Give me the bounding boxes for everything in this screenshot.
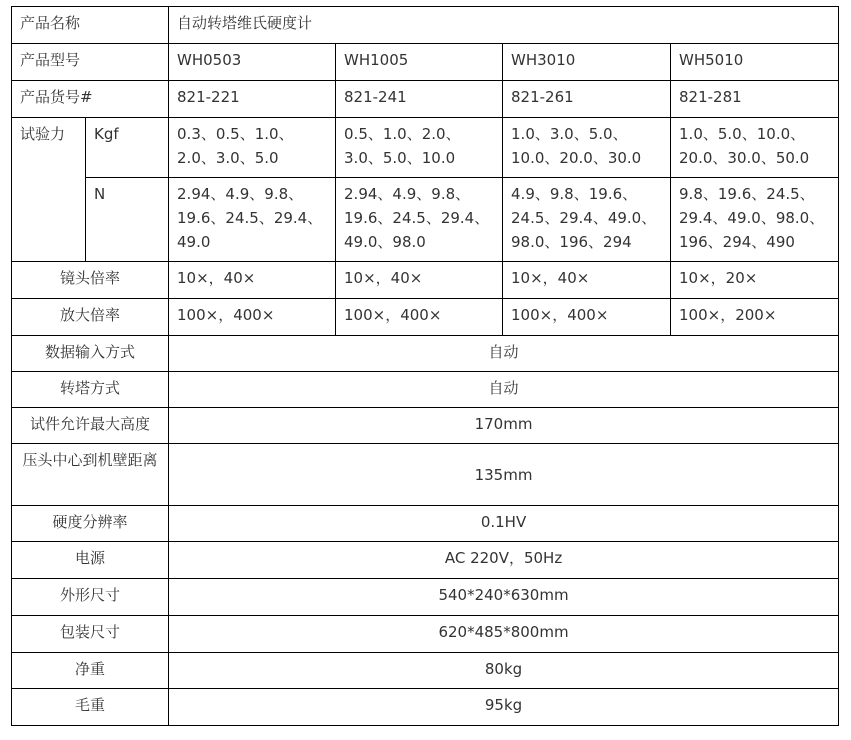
cell-line: 1.0、3.0、5.0、: [511, 125, 628, 143]
table-row: [12, 299, 839, 336]
objective-label: 镜头倍率: [12, 262, 169, 299]
kgf-cell: [671, 118, 839, 178]
kgf-cell: [336, 118, 503, 178]
objective-cell: 10×，20×: [671, 262, 839, 299]
spec-value: 80kg: [169, 653, 839, 689]
cell-line: 1.0、5.0、10.0、: [679, 125, 806, 143]
objective-cell: 10×，40×: [336, 262, 503, 299]
table-row: [12, 542, 839, 579]
table-row: [12, 372, 839, 408]
spec-value: 540*240*630mm: [169, 579, 839, 616]
spec-label: 试件允许最大高度: [12, 408, 169, 444]
table-row: [12, 653, 839, 689]
item-number-cell: 821-241: [336, 81, 503, 118]
spec-value: 135mm: [169, 444, 839, 506]
model-cell: WH1005: [336, 44, 503, 81]
product-name-label: 产品名称: [12, 7, 169, 44]
kgf-unit: Kgf: [86, 118, 169, 178]
cell-line: 10.0、20.0、30.0: [511, 149, 642, 167]
n-cell: [503, 178, 671, 262]
spec-label: 压头中心到机壁距离: [12, 444, 169, 506]
spec-label: 毛重: [12, 689, 169, 726]
table-row: [12, 408, 839, 444]
spec-label: 外形尺寸: [12, 579, 169, 616]
cell-line: 9.8、19.6、24.5、: [679, 185, 815, 203]
table-row: [12, 579, 839, 616]
cell-line: 49.0、98.0: [344, 233, 426, 251]
n-cell: [336, 178, 503, 262]
cell-line: 2.94、4.9、9.8、: [344, 185, 471, 203]
cell-line: 29.4、49.0、98.0、: [679, 209, 825, 227]
magnification-cell: 100×，400×: [503, 299, 671, 336]
kgf-cell: [503, 118, 671, 178]
magnification-cell: 100×，200×: [671, 299, 839, 336]
table-row: [12, 689, 839, 726]
n-cell: [169, 178, 336, 262]
cell-line: 0.3、0.5、1.0、: [177, 125, 294, 143]
table-row: [12, 81, 839, 118]
cell-line: 98.0、196、294: [511, 233, 632, 251]
spec-value: 95kg: [169, 689, 839, 726]
cell-line: 19.6、24.5、29.4、: [344, 209, 490, 227]
n-unit: N: [86, 178, 169, 262]
table-row: [12, 506, 839, 542]
spec-label: 电源: [12, 542, 169, 579]
model-cell: WH5010: [671, 44, 839, 81]
table-row: [12, 118, 839, 178]
table-row: [12, 44, 839, 81]
spec-label: 包装尺寸: [12, 616, 169, 653]
cell-line: 0.5、1.0、2.0、: [344, 125, 461, 143]
table-row: [12, 178, 839, 262]
cell-line: 3.0、5.0、10.0: [344, 149, 456, 167]
cell-line: 4.9、9.8、19.6、: [511, 185, 638, 203]
cell-line: 24.5、29.4、49.0、: [511, 209, 657, 227]
n-cell: [671, 178, 839, 262]
item-number-cell: 821-261: [503, 81, 671, 118]
spec-label: 转塔方式: [12, 372, 169, 408]
magnification-label: 放大倍率: [12, 299, 169, 336]
spec-value: 170mm: [169, 408, 839, 444]
model-label: 产品型号: [12, 44, 169, 81]
spec-value: 自动: [169, 336, 839, 372]
table-row: [12, 616, 839, 653]
magnification-cell: 100×，400×: [169, 299, 336, 336]
spec-value: AC 220V，50Hz: [169, 542, 839, 579]
cell-line: 20.0、30.0、50.0: [679, 149, 810, 167]
test-force-label: 试验力: [12, 118, 86, 262]
cell-line: 2.94、4.9、9.8、: [177, 185, 304, 203]
product-name-value: 自动转塔维氏硬度计: [169, 7, 839, 44]
item-number-label: 产品货号#: [12, 81, 169, 118]
cell-line: 49.0: [177, 233, 211, 251]
cell-line: 19.6、24.5、29.4、: [177, 209, 323, 227]
table-row: [12, 336, 839, 372]
model-cell: WH0503: [169, 44, 336, 81]
objective-cell: 10×，40×: [169, 262, 336, 299]
kgf-cell: [169, 118, 336, 178]
spec-label: 硬度分辨率: [12, 506, 169, 542]
cell-line: 2.0、3.0、5.0: [177, 149, 279, 167]
spec-table: [11, 6, 839, 726]
spec-value: 自动: [169, 372, 839, 408]
model-cell: WH3010: [503, 44, 671, 81]
table-row: [12, 444, 839, 506]
item-number-cell: 821-221: [169, 81, 336, 118]
spec-value: 0.1HV: [169, 506, 839, 542]
spec-label: 净重: [12, 653, 169, 689]
table-row: [12, 262, 839, 299]
objective-cell: 10×，40×: [503, 262, 671, 299]
spec-label: 数据输入方式: [12, 336, 169, 372]
item-number-cell: 821-281: [671, 81, 839, 118]
cell-line: 196、294、490: [679, 233, 795, 251]
magnification-cell: 100×，400×: [336, 299, 503, 336]
table-row: [12, 7, 839, 44]
spec-value: 620*485*800mm: [169, 616, 839, 653]
